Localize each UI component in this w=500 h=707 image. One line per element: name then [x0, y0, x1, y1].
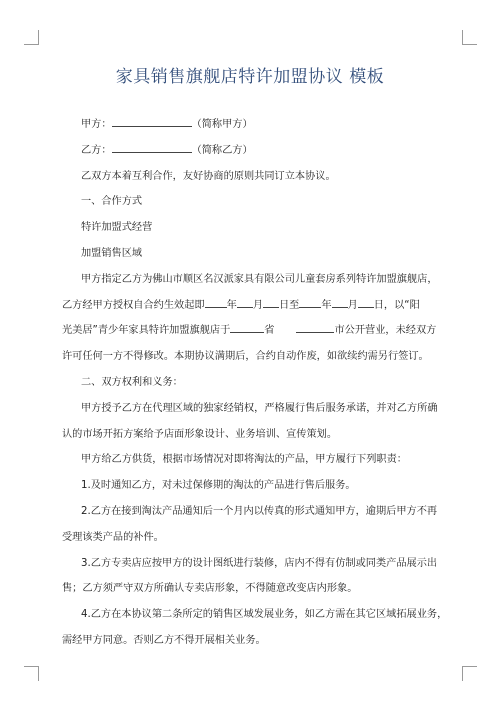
start-year-blank [205, 296, 227, 308]
cooperation-mode: 特许加盟式经营 [81, 222, 153, 234]
party-a-note: （简称甲方） [191, 119, 253, 130]
party-b-blank [112, 141, 192, 153]
start-month-label: 月 [252, 299, 263, 311]
end-year-label: 年 [321, 299, 332, 311]
crop-mark-top-right [462, 30, 477, 45]
duty-4-line-2: 需经甲方同意。否则乙方不得开展相关业务。 [62, 634, 266, 646]
duty-3-line-2: 售；乙方须严守双方所确认专卖店形象，不得随意改变店内形象。 [62, 583, 358, 595]
area-paragraph-line-1: 甲方指定乙方为佛山市顺区名汉派家具有限公司儿童套房系列特许加盟旗舰店， [81, 273, 438, 285]
area-paragraph-line-2 [62, 293, 446, 319]
crop-mark-top-left [24, 30, 39, 45]
document-title: 家具销售旗舰店特许加盟协议 模板 [115, 67, 385, 87]
party-a-label: 甲方： [81, 119, 112, 130]
duty-3-line-1: 3.乙方专卖店应按甲方的设计图纸进行装修，店内不得有仿制或同类产品展示出 [81, 557, 438, 569]
start-day-label: 日至 [279, 299, 300, 311]
party-b-label: 乙方： [81, 144, 112, 156]
start-day-blank [263, 296, 279, 308]
end-month-blank [332, 296, 348, 308]
section-1-heading: 一、合作方式 [81, 196, 143, 208]
crop-mark-bottom-left [24, 666, 39, 681]
supply-paragraph: 甲方给乙方供货，根据市场情况对即将淘汰的产品，甲方履行下列职责： [81, 454, 407, 466]
intro-paragraph: 乙双方本着互利合作，友好协商的原则共同订立本协议。 [81, 170, 336, 182]
end-year-blank [299, 296, 321, 308]
rights-paragraph-line-2: 认的市场开拓方案给予店面形象设计、业务培训、宣传策划。 [62, 428, 338, 440]
city-blank [296, 321, 334, 333]
section-2-heading: 二、双方权利和义务： [81, 376, 183, 388]
end-day-blank [358, 296, 374, 308]
crop-mark-bottom-right [462, 666, 477, 681]
start-year-label: 年 [226, 299, 237, 311]
rights-paragraph-line-1: 甲方授予乙方在代理区域的独家经销权，严格履行售后服务承诺，并对乙方所确 [81, 402, 438, 414]
duty-4-line-1: 4.乙方在本协议第二条所定的销售区域发展业务，如乙方需在其它区域拓展业务， [81, 609, 448, 621]
area-paragraph-line-3 [62, 318, 446, 344]
party-a-line [62, 112, 446, 138]
document-body [62, 112, 446, 654]
end-month-label: 月 [347, 299, 358, 311]
store-location-text: 光美居”青少年家具特许加盟旗舰店于 [62, 325, 231, 337]
duty-2-line-2: 受理该类产品的补件。 [62, 531, 164, 543]
area-paragraph-line-4: 许可任何一方不得修改。本期协议满期后，合约自动作废，如欲续约需另行签订。 [62, 351, 429, 363]
city-label-text: 市公开营业，未经双方 [334, 325, 437, 337]
start-month-blank [237, 296, 253, 308]
party-b-note: （简称乙方） [191, 144, 253, 156]
province-label: 省 [264, 325, 275, 337]
province-blank [230, 321, 264, 333]
end-day-label: 日，以“阳 [373, 299, 420, 311]
sales-area-heading: 加盟销售区域 [81, 247, 143, 259]
duty-2-line-1: 2.乙方在接到淘汰产品通知后一个月内以传真的形式通知甲方，逾期后甲方不再 [81, 505, 438, 517]
area-term-text: 乙方经甲方授权自合约生效起即 [62, 299, 205, 311]
party-a-blank [112, 115, 192, 127]
party-b-line [62, 138, 446, 164]
duty-1: 1.及时通知乙方，对未过保修期的淘汰的产品进行售后服务。 [81, 480, 356, 492]
